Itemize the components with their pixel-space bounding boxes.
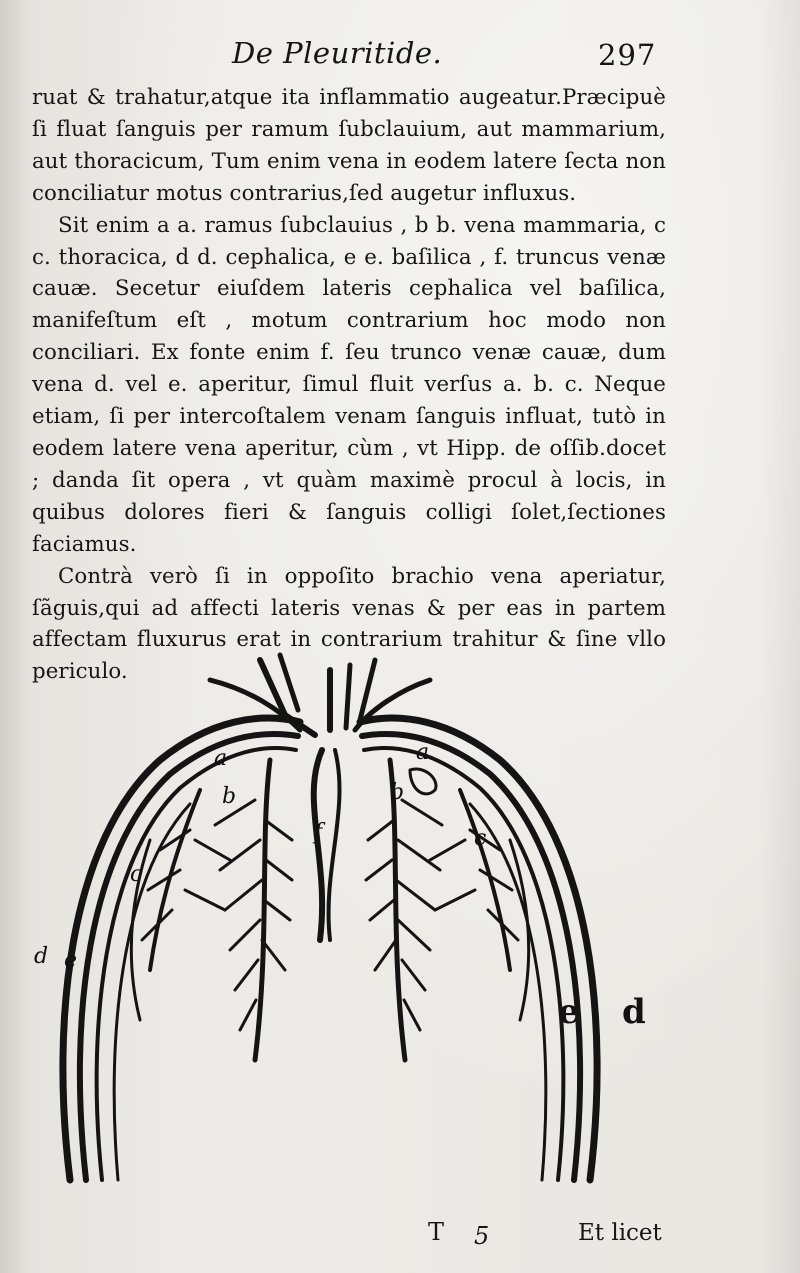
label-f-center: f	[314, 820, 323, 845]
running-title: De Pleuritide.	[232, 36, 443, 70]
page-footer	[0, 1218, 800, 1258]
catchword: Et licet	[578, 1220, 662, 1246]
label-c-right: c	[474, 826, 487, 851]
paragraph-2: Sit enim a a. ramus ſubclauius , b b. vena mammaria, c c. thoracica, d d. cephalica, e e. baſilica , f. truncus venæ cauæ. Secetur eiuſdem lateris cephalica vel baſilica, manifeſtum eſt , motum contrarium hoc modo non conciliari. Ex fonte enim f. ſeu trunco venæ cauæ, dum vena d. vel e. aperitur, ſimul fluit verſus a. b. c. Neque etiam, ſi per intercoſtalem venam ſanguis influat, tutò in eodem latere vena aperitur, cùm , vt Hipp. de oſſib.docet ; danda ſit opera , vt quàm maximè procul à locis, in quibus dolores fieri & ſanguis colligi ſolet,ſectiones faciamus.	[32, 212, 666, 557]
vein-woodcut-figure	[30, 640, 670, 1200]
label-a-left: a	[214, 746, 228, 771]
paragraph-3: Contrà verò ſi in oppoſito brachio vena aperiatur, ſãguis,qui ad affecti lateris venas & per eas in partem affectam fluxurus erat in contrarium trahitur & ſine vllo periculo.	[32, 563, 666, 685]
label-a-right: a	[416, 740, 430, 765]
page-header	[0, 36, 800, 76]
page-number: 297	[598, 38, 657, 72]
label-e-left: e	[64, 948, 78, 973]
label-e-right: e	[558, 992, 580, 1032]
signature-number: 5	[474, 1222, 490, 1250]
signature-mark: T	[428, 1218, 445, 1246]
label-b-left: b	[222, 784, 237, 809]
woodcut-illustration	[30, 640, 670, 1200]
body-text	[32, 82, 666, 688]
label-d-left: d	[34, 944, 49, 969]
label-c-left: c	[130, 862, 143, 887]
label-d-right: d	[622, 992, 646, 1032]
label-b-right: b	[390, 780, 405, 805]
paragraph-1: ruat & trahatur,atque ita inflammatio augeatur.Præcipuè ſi fluat ſanguis per ramum ſubclauium, aut mammarium, aut thoracicum, Tum enim vena in eodem latere ſecta non conciliatur motus contrarius,ſed augetur influxus.	[32, 85, 666, 206]
